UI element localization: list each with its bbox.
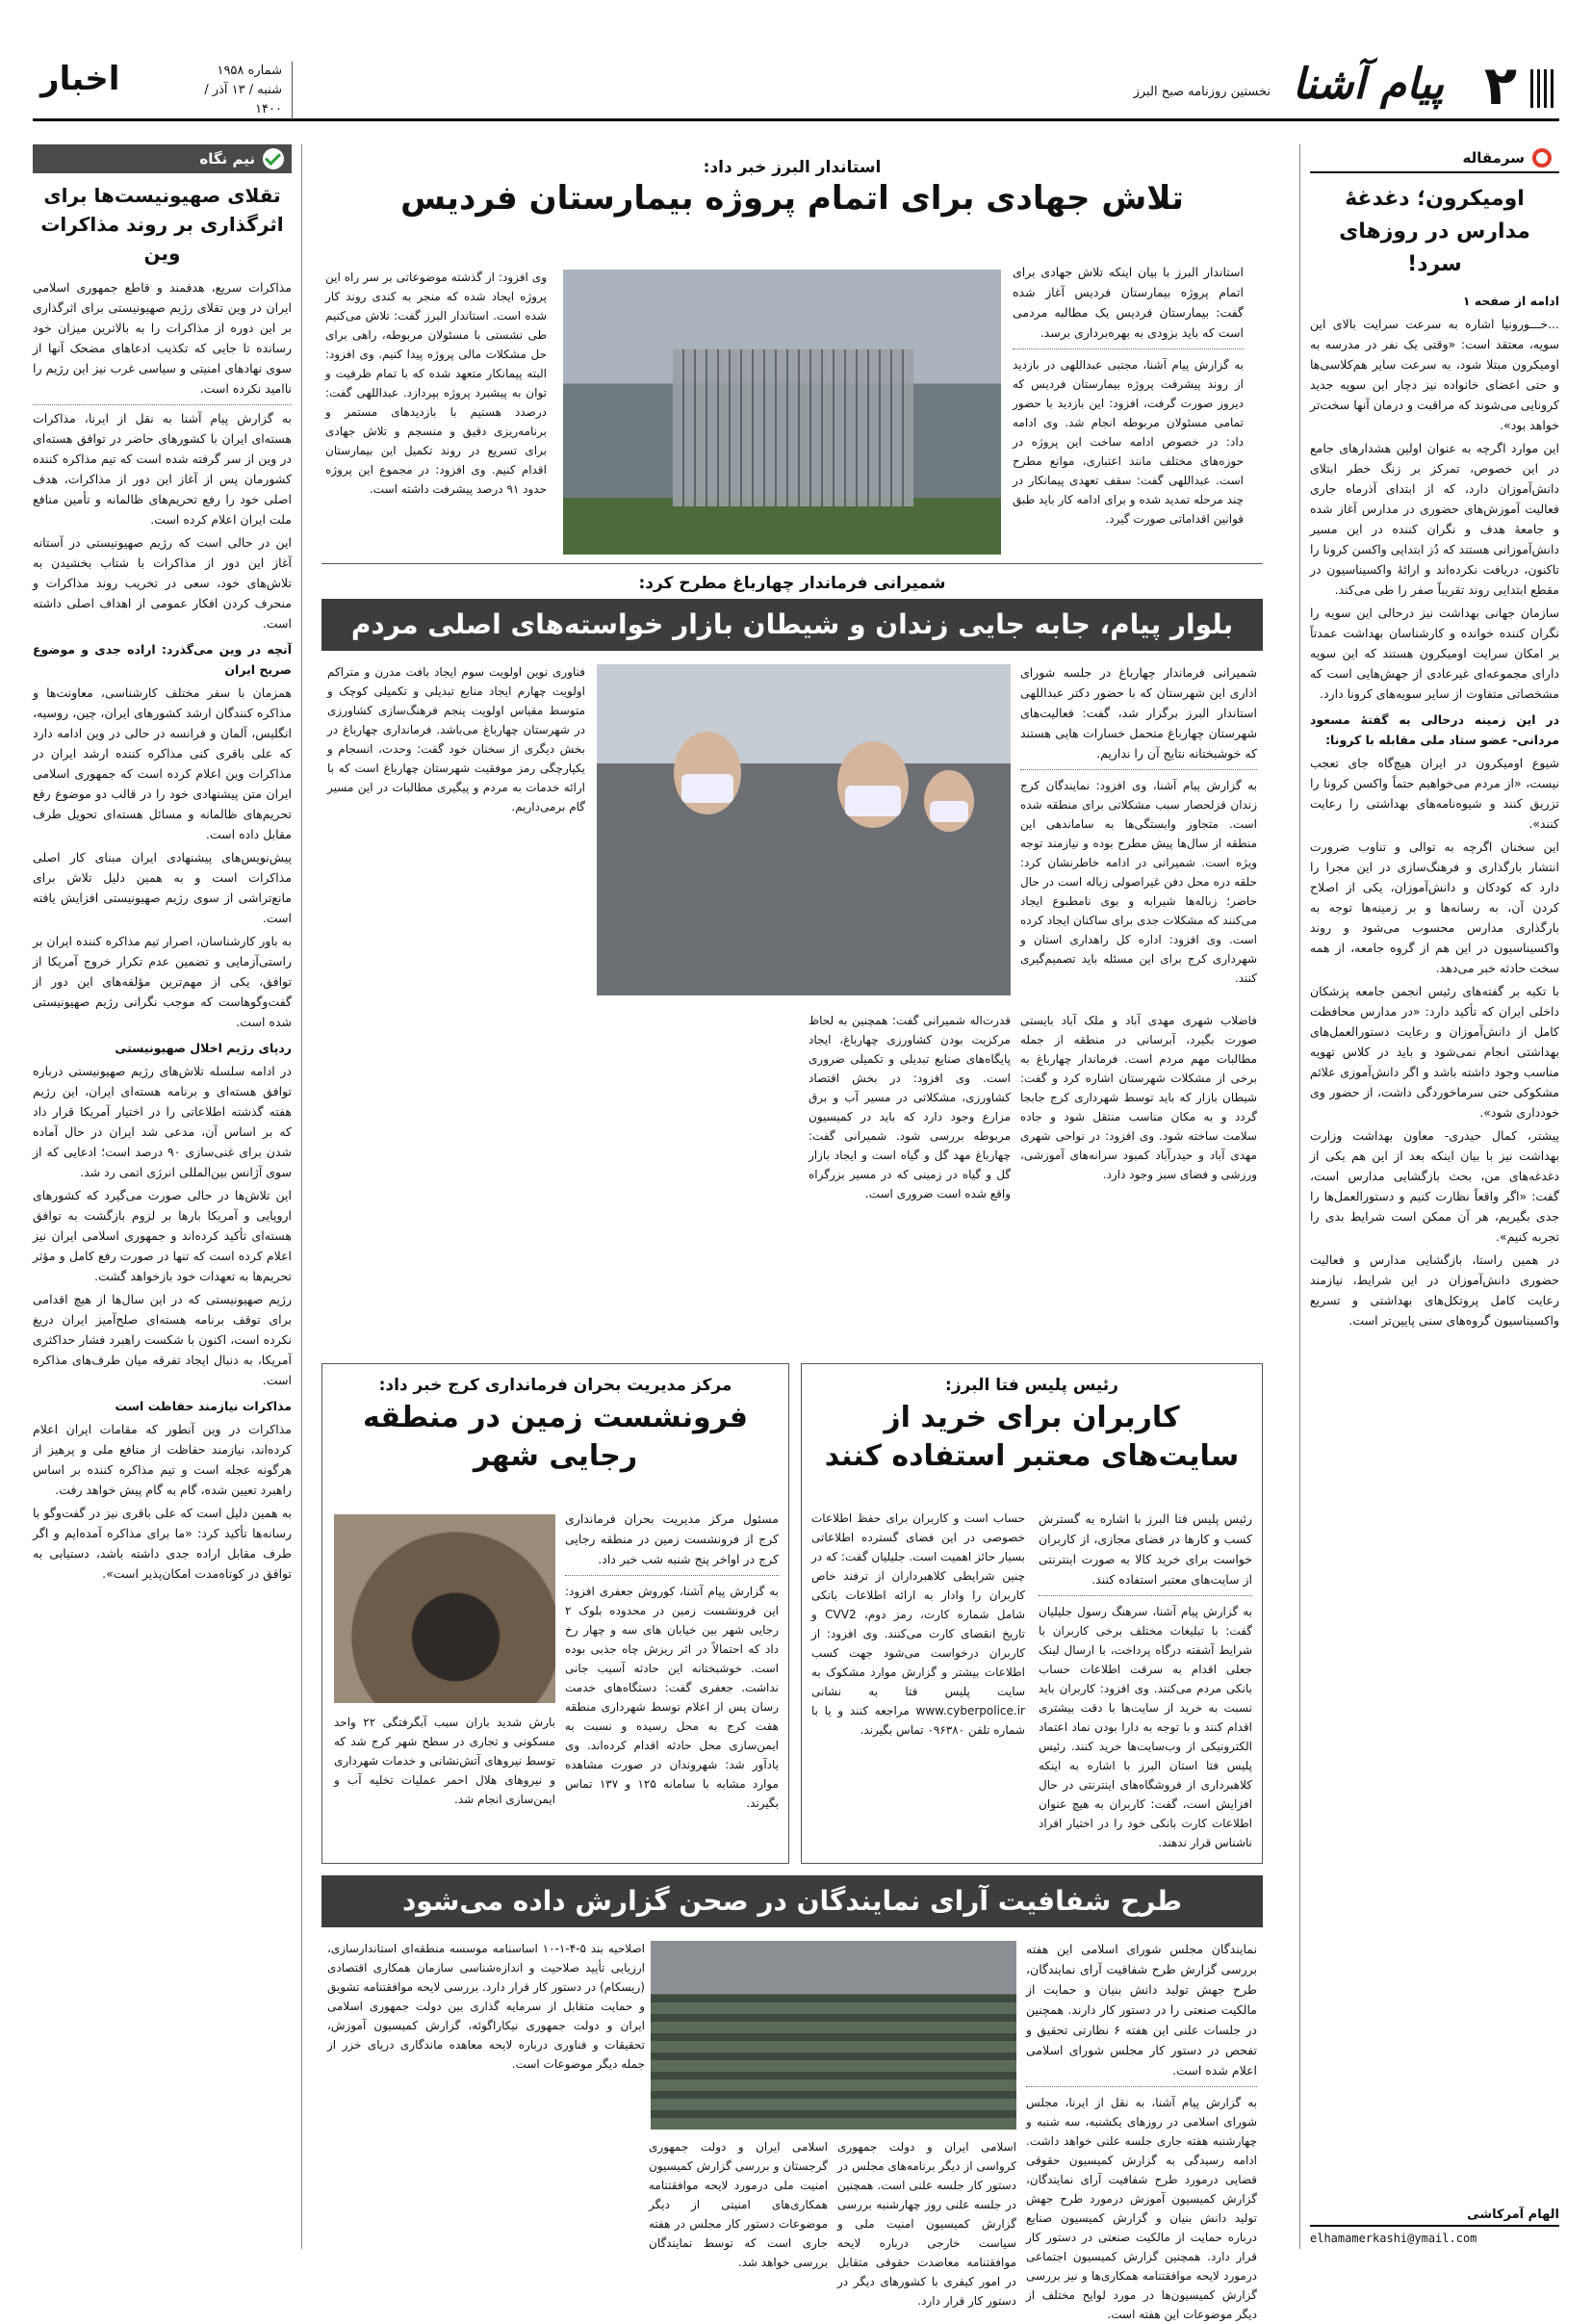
story-paragraph: به گزارش پیام آشنا، به نقل از ایرنا، مجلس شورای اسلامی در روزهای یکشنبه، سه شنبه و چهارشنبه هفته جاری جلسه علنی خواهد داشت. ادامه رسیدگی به گزارش کمیسیون حقوقی قضایی درمورد طرح شفافیت آرای نمایندگان، گزارش کمیسیون آموزش درمورد طرح جهش تولید دانش بنیان و گزارش کمیسیون صنایع درباره حمایت از مالکیت صنعتی در دستور کار قرار دارد. همچنین گزارش کمیسیون اجتماعی درمورد لایحه موافقتنامه همکاری‌ها و نیز بررسی گزارش کمیسیون‌ها در مورد لوایح مختلف از دیگر موضوعات این هفته است. xyxy=(1026,2096,1257,2321)
story-kicker: شمیرانی فرماندار چهارباغ مطرح کرد: xyxy=(638,574,946,593)
nim-negah-paragraph: پیش‌نویس‌های پیشنهادی ایران مبنای کار اصلی مذاکرات است و به همین دلیل تلاش برای مانع‌تراشی از سوی رژیم صهیونیستی افزایش یافته است. xyxy=(33,850,292,925)
face-mask xyxy=(845,786,901,816)
story-police-fata xyxy=(801,1363,1263,1864)
editorial-paragraph: سازمان جهانی بهداشت نیز درحالی این سویه را نگران کننده خوانده و کارشناسان بهداشت عمدتاً بر امکان سرایت اومیکرون هستند که این سویه دارای مجموعه‌ای غیرعادی از جهش‌هایی است که مشخصاتی متفاوت از سایر سویه‌های کرونا دارد. xyxy=(1310,606,1559,701)
nim-negah-paragraph: رژیم صهیونیستی که در این سال‌ها از هیچ اقدامی برای توقف برنامه هسته‌ای صلح‌آمیز ایران دریغ نکرده است، اکنون با شکست راهبرد فشار حداکثری آمریکا، به دنبال ایجاد تفرقه میان طرف‌های مذاکره است. xyxy=(33,1292,292,1387)
story-paragraph: اسلامی ایران و دولت جمهوری گرجستان و بررسی گزارش کمیسیون امنیت ملی درمورد لایحه موافقتنامه همکاری‌های امنیتی از دیگر موضوعات دستور کار مجلس در هفته جاری است که توسط نمایندگان بررسی خواهد شد. xyxy=(649,2140,828,2269)
story-text-right xyxy=(1026,1939,1257,2324)
story-text-left-top xyxy=(327,662,585,816)
story-paragraph: به گزارش پیام آشنا، وی افزود: نمایندگان کرج زندان قزلحصار سبب مشکلاتی برای منطقه شده است. متجاوز وابستگی‌ها به ساماندهی این منطقه از سال‌ها پیش مطرح بوده و نیازمند توجه ویژه است. شمیرانی در ادامه خاطرنشان کرد: حلقه دره محل دفن غیراصولی زباله است در حال حاضر؛ زباله‌ها شیرابه و بوی نامطبوع ایجاد می‌کنند که مشکلات جدی برای ساکنان ایجاد کرده است. وی افزود: اداره کل راهداری استان و شهرداری کرج برای این مسئله باید تصمیم‌گیری کنند. xyxy=(1020,779,1257,985)
story-kicker: رئیس پلیس فتا البرز: xyxy=(945,1376,1118,1395)
issue-date: شنبه / ۱۳ آذر / ۱۴۰۰ xyxy=(204,83,282,116)
story-paragraph: فاضلاب شهری مهدی آباد و ملک آباد بایستی صورت بگیرد، آبرسانی در منطقه از جمله مطالبات مهم مردم است. فرماندار چهارباغ به برخی از مشکلات شهرستان اشاره کرد و گفت: شیطان بازار که باید توسط شهرداری کرج جابجا گردد و به مکان مناسب منتقل شود و جاده سلامت ساخته شود. وی افزود: در نواحی شهری مهدی آباد و حیدرآباد کمبود سرانه‌های آموزشی، ورزشی و فضای سبز وجود دارد. xyxy=(1020,1014,1257,1181)
story-text-left-top xyxy=(327,1939,645,2074)
story-paragraph: به گزارش پیام آشنا، مجتبی عبداللهی در بازدید از روند پیشرفت پروژه بیمارستان فردیس که دیروز صورت گرفت، افزود: این بازدید با حضور تمامی مسئولان مربوطه انجام شد. وی ادامه داد: در خصوص ادامه ساخت این پروژه در حوزه‌های مختلف مانند اعتباری، موانع مطرح است. عبداللهی گفت: سقف تعهدی پیمانکار در چند مرحله تمدید شده و برای ادامه کار باید طبق قوانین اقداماتی صورت گیرد. xyxy=(1013,358,1244,526)
decorative-bars xyxy=(1530,69,1553,108)
story-paragraph: اصلاحیه بند ۵-۴-۱-۱۰ اساسنامه موسسه منطقه‌ای استاندار‌سازی، ارزیابی تأیید صلاحیت و اندازه‌شناسی سازمان همکاری اقتصادی (ریسکام) در دستور کار قرار دارد. بررسی لایحه موافقتنامه تشویق و حمایت متقابل از سرمایه گذاری بین دولت جمهوری اسلامی ایران و دولت جمهوری نیکاراگوئه، گزارش کمیسیون آموزش، تحقیقات و فناوری درباره لایحه معاهده ماندگاری دریای خزر از جمله دیگر موضوعات است. xyxy=(327,1942,645,2071)
story-paragraph: حساب است و کاربران برای حفظ اطلاعات خصوصی در این فضای گسترده اطلاعاتی بسیار حائز اهمیت است. جلیلیان گفت: که در چنین شرایطی کلاهبرداران از ترفند خاص کاربران را وادار به ارائه اطلاعات بانکی شامل شماره کارت، رمز دوم، CVV2 و تاریخ انقضای کارت می‌کنند. وی افزود: از کاربران درخواست می‌شود جهت کسب اطلاعات بیشتر و گزارش موارد مشکوک به سایت پلیس فتا به نشانی www.cyberpolice.ir مراجعه کنند و یا با شماره تلفن ۰۹۶۳۸۰ تماس بگیرند. xyxy=(811,1511,1026,1737)
story-kicker: استاندار البرز خبر داد: xyxy=(703,158,882,177)
story-text-bottom-mid xyxy=(809,1011,1011,1203)
main-news-area xyxy=(321,144,1263,2321)
nim-negah-paragraph: در ادامه سلسله تلاش‌های رژیم صهیونیستی درباره توافق هسته‌ای و برنامه هسته‌ای ایران، این رژیم هفته گذشته اطلاعاتی را در اختیار آمریکا قرار داد که بر اساس آن، مدعی شد ایران در حال آماده شدن برای غنی‌سازی ۹۰ درصد است؛ ادعایی که از سوی آژانس بین‌المللی انرژی اتمی رد شد. xyxy=(33,1064,292,1179)
story-lead: مسئول مرکز مدیریت بحران فرمانداری کرج از فرونشست زمین در منطقه رجایی کرج در اواخر پنج شنبه شب خبر داد. xyxy=(565,1509,779,1576)
editorial-subhead: در این زمینه درحالی به گفتهٔ مسعود مردانی- عضو ستاد ملی مقابله با کرونا: xyxy=(1310,712,1559,747)
story-headline-banner: طرح شفافیت آرای نمایندگان در صحن گزارش داده می‌شود xyxy=(321,1875,1263,1927)
hospital-construction-photo xyxy=(563,270,1001,555)
story-text-bottom-left xyxy=(649,2137,828,2272)
editorial-label-text: سرمقاله xyxy=(1462,148,1525,167)
nim-negah-subhead: مذاکرات نیازمند حفاظت است xyxy=(115,1399,292,1413)
story-ferdows-hospital xyxy=(321,144,1263,558)
officials-visit-photo xyxy=(597,664,1011,995)
nim-negah-paragraph: این در حالی است که رژیم صهیونیستی در آستانه آغاز این دور از مذاکرات با شتاب بخشیدن به تلاش‌های خود، سعی در تخریب روند مذاکرات و منحرف کردن افکار عمومی از اهداف اصلی داشته است. xyxy=(33,535,292,631)
issue-info xyxy=(187,62,293,119)
newspaper-logo: پیام آشنا xyxy=(1292,60,1444,109)
story-lead: شمیرانی فرماندار چهارباغ در جلسه شورای اداری این شهرستان که با حضور دکتر عبداللهی استاندار البرز برگزار شد، گفت: فعالیت‌های شهرستان چهارباغ متحمل خسارات هایی هستند که خوشبختانه نتایج آن را نداریم. xyxy=(1020,662,1257,770)
story-transparency xyxy=(321,1875,1263,2321)
author-name: الهام آمرکاشی xyxy=(1467,2208,1559,2222)
nim-negah-column xyxy=(33,144,302,2249)
editorial-paragraph: این سخنان اگرچه به توالی و تناوب ضرورت انتشار بارگذاری و فرهنگ‌سازی در این مجرا را دارد که کودکان و دانش‌آموزان، یکی از اصلاح کردن آن، به رسانه‌ها و بر زمینه‌ها توجه به بارگذاری مدارس محسوب می‌شود و روند واکسیناسیون در این هم از گروه جامعه، از همه سخت حادثه خبر می‌دهد. xyxy=(1310,839,1559,975)
story-headline: کاربران برای خرید از سایت‌های معتبر استفاده کنند xyxy=(824,1401,1240,1473)
parliament-photo xyxy=(651,1941,1016,2130)
story-paragraph: وی افزود: از گذشته موضوعاتی بر سر راه این پروژه ایجاد شده که منجر به کندی روند کار شده است. استاندار البرز گفت: تلاش می‌کنیم طی نشستی با مسئولان مربوطه، راهی برای حل مشکلات مالی پروژه پیدا کنیم. وی افزود: البته پیمانکار متعهد شده که با تمام ظرفیت و توان به پیشبرد پروژه بپردازد. عبداللهی گفت: درصدد هستیم با بازدیدهای مستمر و برنامه‌ریزی دقیق و منسجم و تلاش جهادی برای تسریع در روند تکمیل این بیمارستان اقدام کنیم. وی افزود: در مجموع این پروژه حدود ۹۱ درصد پیشرفت داشته است. xyxy=(325,271,547,496)
nim-negah-label xyxy=(33,144,292,173)
nim-negah-subhead: آنچه در وین می‌گذرد: اراده جدی و موضوع صریح ایران xyxy=(33,642,292,677)
check-icon xyxy=(263,148,284,169)
story-headline: فرونشست زمین در منطقه رجایی شهر xyxy=(363,1401,748,1473)
target-icon xyxy=(1532,148,1552,168)
sinkhole-photo xyxy=(334,1514,555,1703)
divider xyxy=(321,563,1263,564)
story-lead: نمایندگان مجلس شورای اسلامی این هفته بررسی گزارش طرح شفافیت آرای نمایندگان، طرح جهش تولید دانش بنیان و حمایت از مالکیت صنعتی را در دستور کار دارند. همچنین در جلسات علنی این هفته ۶ نظارتی تحقیق و تفحص در دستور کار مجلس شورای اسلامی اعلام شده است. xyxy=(1026,1939,1257,2087)
story-lead: استاندار البرز با بیان اینکه تلاش جهادی برای اتمام پروژه بیمارستان فردیس آغاز شده گفت: بیمارستان فردیس یک مطالبه مردمی است که باید بزودی به بهره‌برداری برسد. xyxy=(1013,262,1244,349)
story-headline: تلاش جهادی برای اتمام پروژه بیمارستان فردیس xyxy=(400,179,1184,218)
story-text-left xyxy=(325,268,547,499)
editorial-paragraph: شیوع اومیکرون در ایران هیچ‌گاه جای تعجب نیست، «از مردم می‌خواهیم حتماً واکسن کرونا را تزریق کنند و شیوه‌نامه‌های بهداشتی را رعایت کنند». xyxy=(1310,756,1559,831)
editorial-paragraph: ...خـــورونیا اشاره به سرعت سرایت بالای این سویه، معتقد است: «وقتی یک نفر در مدرسه به اومیکرون مبتلا شود، به سرعت سایر هم‌کلاسی‌ها و حتی اعضای خانواده نیز دچار این سویه جدید کرونایی می‌شوند که مراقبت و درمان آنها سخت‌تر خواهد بود». xyxy=(1310,317,1559,432)
nim-negah-subhead: ردپای رژیم اخلال صهیونیستی xyxy=(115,1041,292,1055)
story-headline-banner: بلوار پیام، جابه جایی زندان و شیطان بازار خواسته‌های اصلی مردم xyxy=(321,599,1263,651)
editorial-paragraph: پیشتر، کمال حیدری- معاون بهداشت وزارت بهداشت نیز با بیان اینکه بعد از این هم یکی از دغدغه‌های من، بحث بازگشایی مدارس است، گفت: «اگر واقعاً نظارت کنیم و دستورالعمل‌ها را جدی بگیریم، هر آن ممکن است شرایط بدی را تجربه کنیم». xyxy=(1310,1128,1559,1244)
story-text-bottom-right xyxy=(1020,1011,1257,1184)
story-paragraph: قدرت‌اله شمیرانی گفت: همچنین به لحاظ مرکزیت بودن کشاورزی چهارباغ، ایجاد پایگاه‌های صنایع تبدیلی و تکمیلی ضروری است. وی افزود: در بخش اقتصاد کشاورزی، مشکلاتی در مسیر آب و برق مزارع وجود دارد که باید در کمیسیون مربوطه بررسی شود. شمیرانی گفت: چهارباغ مهد گل و گیاه است و ایجاد بازار گل و گیاه در زمینی که در مسیر بزرگراه واقع شده است ضروری است. xyxy=(809,1014,1011,1201)
nim-negah-paragraph: مذاکرات در وین آنطور که مقامات ایران اعلام کرده‌اند، نیازمند حفاظت از منافع ملی و پرهیز از هرگونه عجله است و تیم مذاکره کننده بر اساس راهبرد تعیین شده، گام به گام پیش خواهد رفت. xyxy=(33,1422,292,1497)
story-paragraph: به گزارش پیام آشنا، کوروش جعفری افزود: این فرونشست زمین در محدوده بلوک ۲ رجایی شهر بین خیابان های سه و چهار رخ داد که احتمالاً در اثر ریزش چاه جذبی بوده است. خوشبختانه این حادثه آسیب جانی نداشت. جعفری گفت: دستگاه‌های خدمت رسان پس از اعلام توسط شهرداری منطقه هفت کرج به محل رسیده و نسبت به ایمن‌سازی محل حادثه اقدام کرده‌اند. وی یادآور شد: شهروندان در صورت مشاهده موارد مشابه با سامانه ۱۲۵ و ۱۳۷ تماس بگیرند. xyxy=(565,1585,779,1810)
issue-number: شماره ۱۹۵۸ xyxy=(217,64,282,78)
nim-negah-label-text: نیم نگاه xyxy=(199,149,255,168)
story-paragraph: اسلامی ایران و دولت جمهوری کرواسی از دیگر برنامه‌های مجلس در دستور کار جلسه علنی است. همچنین در جلسه علنی روز چهارشنبه بررسی گزارش کمیسیون امنیت ملی و سیاست خارجی درباره لایحه موافقتنامه معاضدت حقوقی متقابل در امور کیفری با کشورهای دیگر در دستور کار قرار دارد. xyxy=(837,2140,1016,2308)
story-text-right xyxy=(1039,1509,1252,1852)
story-lead: رئیس پلیس فتا البرز با اشاره به گسترش کسب و کارها در فضای مجازی، از کاربران خواست برای خرید کالا به صورت اینترنتی از سایت‌های معتبر استفاده کنند. xyxy=(1039,1509,1252,1596)
story-paragraph: فناوری نوین اولویت سوم ایجاد بافت مدرن و متراکم اولویت چهارم ایجاد منابع تبدیلی و تکمیلی کوچک و متوسط مقیاس اولویت پنجم فرهنگ‌سازی کشاورزی در شهرستان چهارباغ می‌باشد. فرمانداری چهارباغ در بخش دیگری از سخنان خود گفت: وحدت، انسجام و یکپارچگی رمز موفقیت شهرستان چهارباغ است که با ارائه خدمات به مردم و پیگیری مطالبات در این مسیر گام برمی‌داریم. xyxy=(327,665,585,813)
nim-negah-paragraph: همزمان با سفر مختلف کارشناسی، معاونت‌ها و مذاکره کنندگان ارشد کشورهای ایران، چین، روسیه، انگلیس، آلمان و فرانسه در حالی در وین ادامه دارد که علی باقری کنی مذاکره کننده ارشد ایران در مذاکرات وین اعلام کرده است که جمهوری اسلامی ایران متن پیشنهادی خود را در قالب دو موضوع رفع تحریم‌های ظالمانه و مسائل هسته‌ای تحویل طرف مقابل داده است. xyxy=(33,685,292,841)
tagline: نخستین روزنامه صبح البرز xyxy=(1133,85,1271,99)
story-text-right xyxy=(1020,662,1257,988)
editorial-body xyxy=(1310,291,1559,1330)
editorial-signature xyxy=(1310,2195,1559,2249)
editorial-paragraph: این موارد اگرچه به عنوان اولین هشدارهای جامع در این خصوص، تمرکز بر زنگ خطر ابتلای دانش‌آموزان دارد، که از ابتدای آذرماه جاری فعالیت آموزش‌های حضوری در مدارس آغاز شده و جامعهٔ هدف و نگران کننده در این مسیر دانش‌آموزانی هستند که دُز ابتدایی واکسن کرونا را تاکنون، دریافت نکرده‌اند و ارائهٔ واکسیناسیون در مقطع ابتدایی روند تقریباً صفر را طی می‌کند. xyxy=(1310,441,1559,597)
story-paragraph: بارش شدید باران سبب آبگرفتگی ۲۲ واحد مسکونی و تجاری در سطح شهر کرج شد که توسط نیروهای آتش‌نشانی و خدمات شهرداری و نیروهای هلال احمر عملیات تخلیه آب و ایمن‌سازی انجام شد. xyxy=(334,1716,555,1806)
nim-negah-title: تقلای صهیونیست‌ها برای اثرگذاری بر روند مذاکرات وین xyxy=(40,184,284,265)
nim-negah-lead: مذاکرات سریع، هدفمند و قاطع جمهوری اسلامی ایران در وین تقلای رژیم صهیونیستی برای اثرگذاری بر این دوره از مذاکرات را به بالاترین میزان خود رسانده تا جایی که تکذیب ادعاهای مضحک آنها از سوی نهادهای امنیتی و سیاسی غرب نیز این رژیم را ناامید نکرده است. xyxy=(33,277,292,405)
face-mask xyxy=(930,801,968,822)
nim-negah-paragraph: به گزارش پیام آشنا به نقل از ایرنا، مذاکرات هسته‌ای ایران با کشورهای حاضر در توافق هسته‌ای در وین از سر گرفته شده است که تیم مذاکره کننده کشورمان پس از آغاز این دور از مذاکرات، هدف اصلی خود را رفع تحریم‌های ظالمانه و تأمین منافع ملت ایران اعلام کرده است. xyxy=(33,411,292,527)
story-text-bottom-mid xyxy=(837,2137,1016,2311)
editorial-column xyxy=(1299,144,1559,2249)
story-sinkhole xyxy=(321,1363,789,1864)
nim-negah-body xyxy=(33,277,292,1584)
editorial-paragraph: در همین راستا، بازگشایی مدارس و فعالیت حضوری دانش‌آموزان در این شرایط، نیازمند رعایت کامل پروتکل‌های بهداشتی و تسریع واکسیناسیون گروه‌های سنی پایین‌تر است. xyxy=(1310,1252,1559,1328)
editorial-title: اومیکرون؛ دغدغهٔ مدارس در روزهای سرد! xyxy=(1339,187,1530,276)
face-mask xyxy=(681,774,733,803)
story-text-right xyxy=(1013,262,1244,529)
author-email[interactable]: elhamamerkashi@ymail.com xyxy=(1310,2225,1559,2249)
editorial-label xyxy=(1310,144,1559,173)
continued-note: ادامه از صفحه ۱ xyxy=(1462,294,1559,308)
page-number: ۲ xyxy=(1483,55,1517,117)
story-chaharbagh xyxy=(321,568,1263,1357)
story-text-left xyxy=(334,1713,555,1809)
nim-negah-paragraph: به باور کارشناسان، اصرار تیم مذاکره کننده ایران بر راستی‌آزمایی و تضمین عدم تکرار خروج آمریکا از توافق، یکی از مهم‌ترین مؤلفه‌های این دور از گفت‌وگوهاست که موجب نگرانی رژیم صهیونیستی شده است. xyxy=(33,934,292,1029)
section-title: اخبار xyxy=(40,60,120,98)
story-paragraph: به گزارش پیام آشنا، سرهنگ رسول جلیلیان گفت: با تبلیغات مختلف برخی کاربران با شرایط آشفته درگاه پرداخت، با ارسال لینک جعلی اقدام به سرقت اطلاعات حساب بانکی مردم می‌کنند. وی افزود: کاربران باید نسبت به خرید از سایت‌ها با دقت بیشتری اقدام کنند و با توجه به دارا بودن نماد اعتماد الکترونیکی از وب‌سایت‌ها خرید کنند. رئیس پلیس فتا استان البرز با اشاره به اینکه کلاهبرداری از فروشگاه‌های اینترنتی در حال افزایش است، گفت: کاربران به هیچ عنوان اطلاعات کارت بانکی خود را در اختیار افراد ناشناس قرار ندهند. xyxy=(1039,1605,1252,1849)
story-text-left xyxy=(811,1509,1025,1740)
nim-negah-paragraph: به همین دلیل است که علی باقری نیز در گفت‌وگو با رسانه‌ها تأکید کرد: «ما برای مذاکره آمده‌ایم و اگر طرف مقابل اراده جدی داشته باشد، دستیابی به توافق در کوتاه‌مدت امکان‌پذیر است». xyxy=(33,1506,292,1581)
masthead xyxy=(33,56,1559,121)
editorial-paragraph: با تکیه بر گفته‌های رئیس انجمن جامعه پزشکان داخلی ایران که تأکید دارد: «در مدارس محافظت کامل از دانش‌آموزان و رعایت دستورالعمل‌های بهداشتی انجام نمی‌شود و باید در کلاس تهویه مناسب وجود داشته باشد و اگر دانش‌آموزی علائم مشکوکی حتی سرماخوردگی داشت، از حضور وی خودداری شود». xyxy=(1310,984,1559,1120)
story-kicker: مرکز مدیریت بحران فرمانداری کرج خبر داد: xyxy=(378,1376,732,1395)
nim-negah-paragraph: این تلاش‌ها در حالی صورت می‌گیرد که کشورهای اروپایی و آمریکا بارها بر لزوم بازگشت به توافق هسته‌ای تأکید کرده‌اند و جمهوری اسلامی ایران نیز اعلام کرده است که تنها در صورت رفع کامل و مؤثر تحریم‌ها به تعهدات خود بازخواهد گشت. xyxy=(33,1188,292,1283)
story-text-right xyxy=(565,1509,779,1813)
